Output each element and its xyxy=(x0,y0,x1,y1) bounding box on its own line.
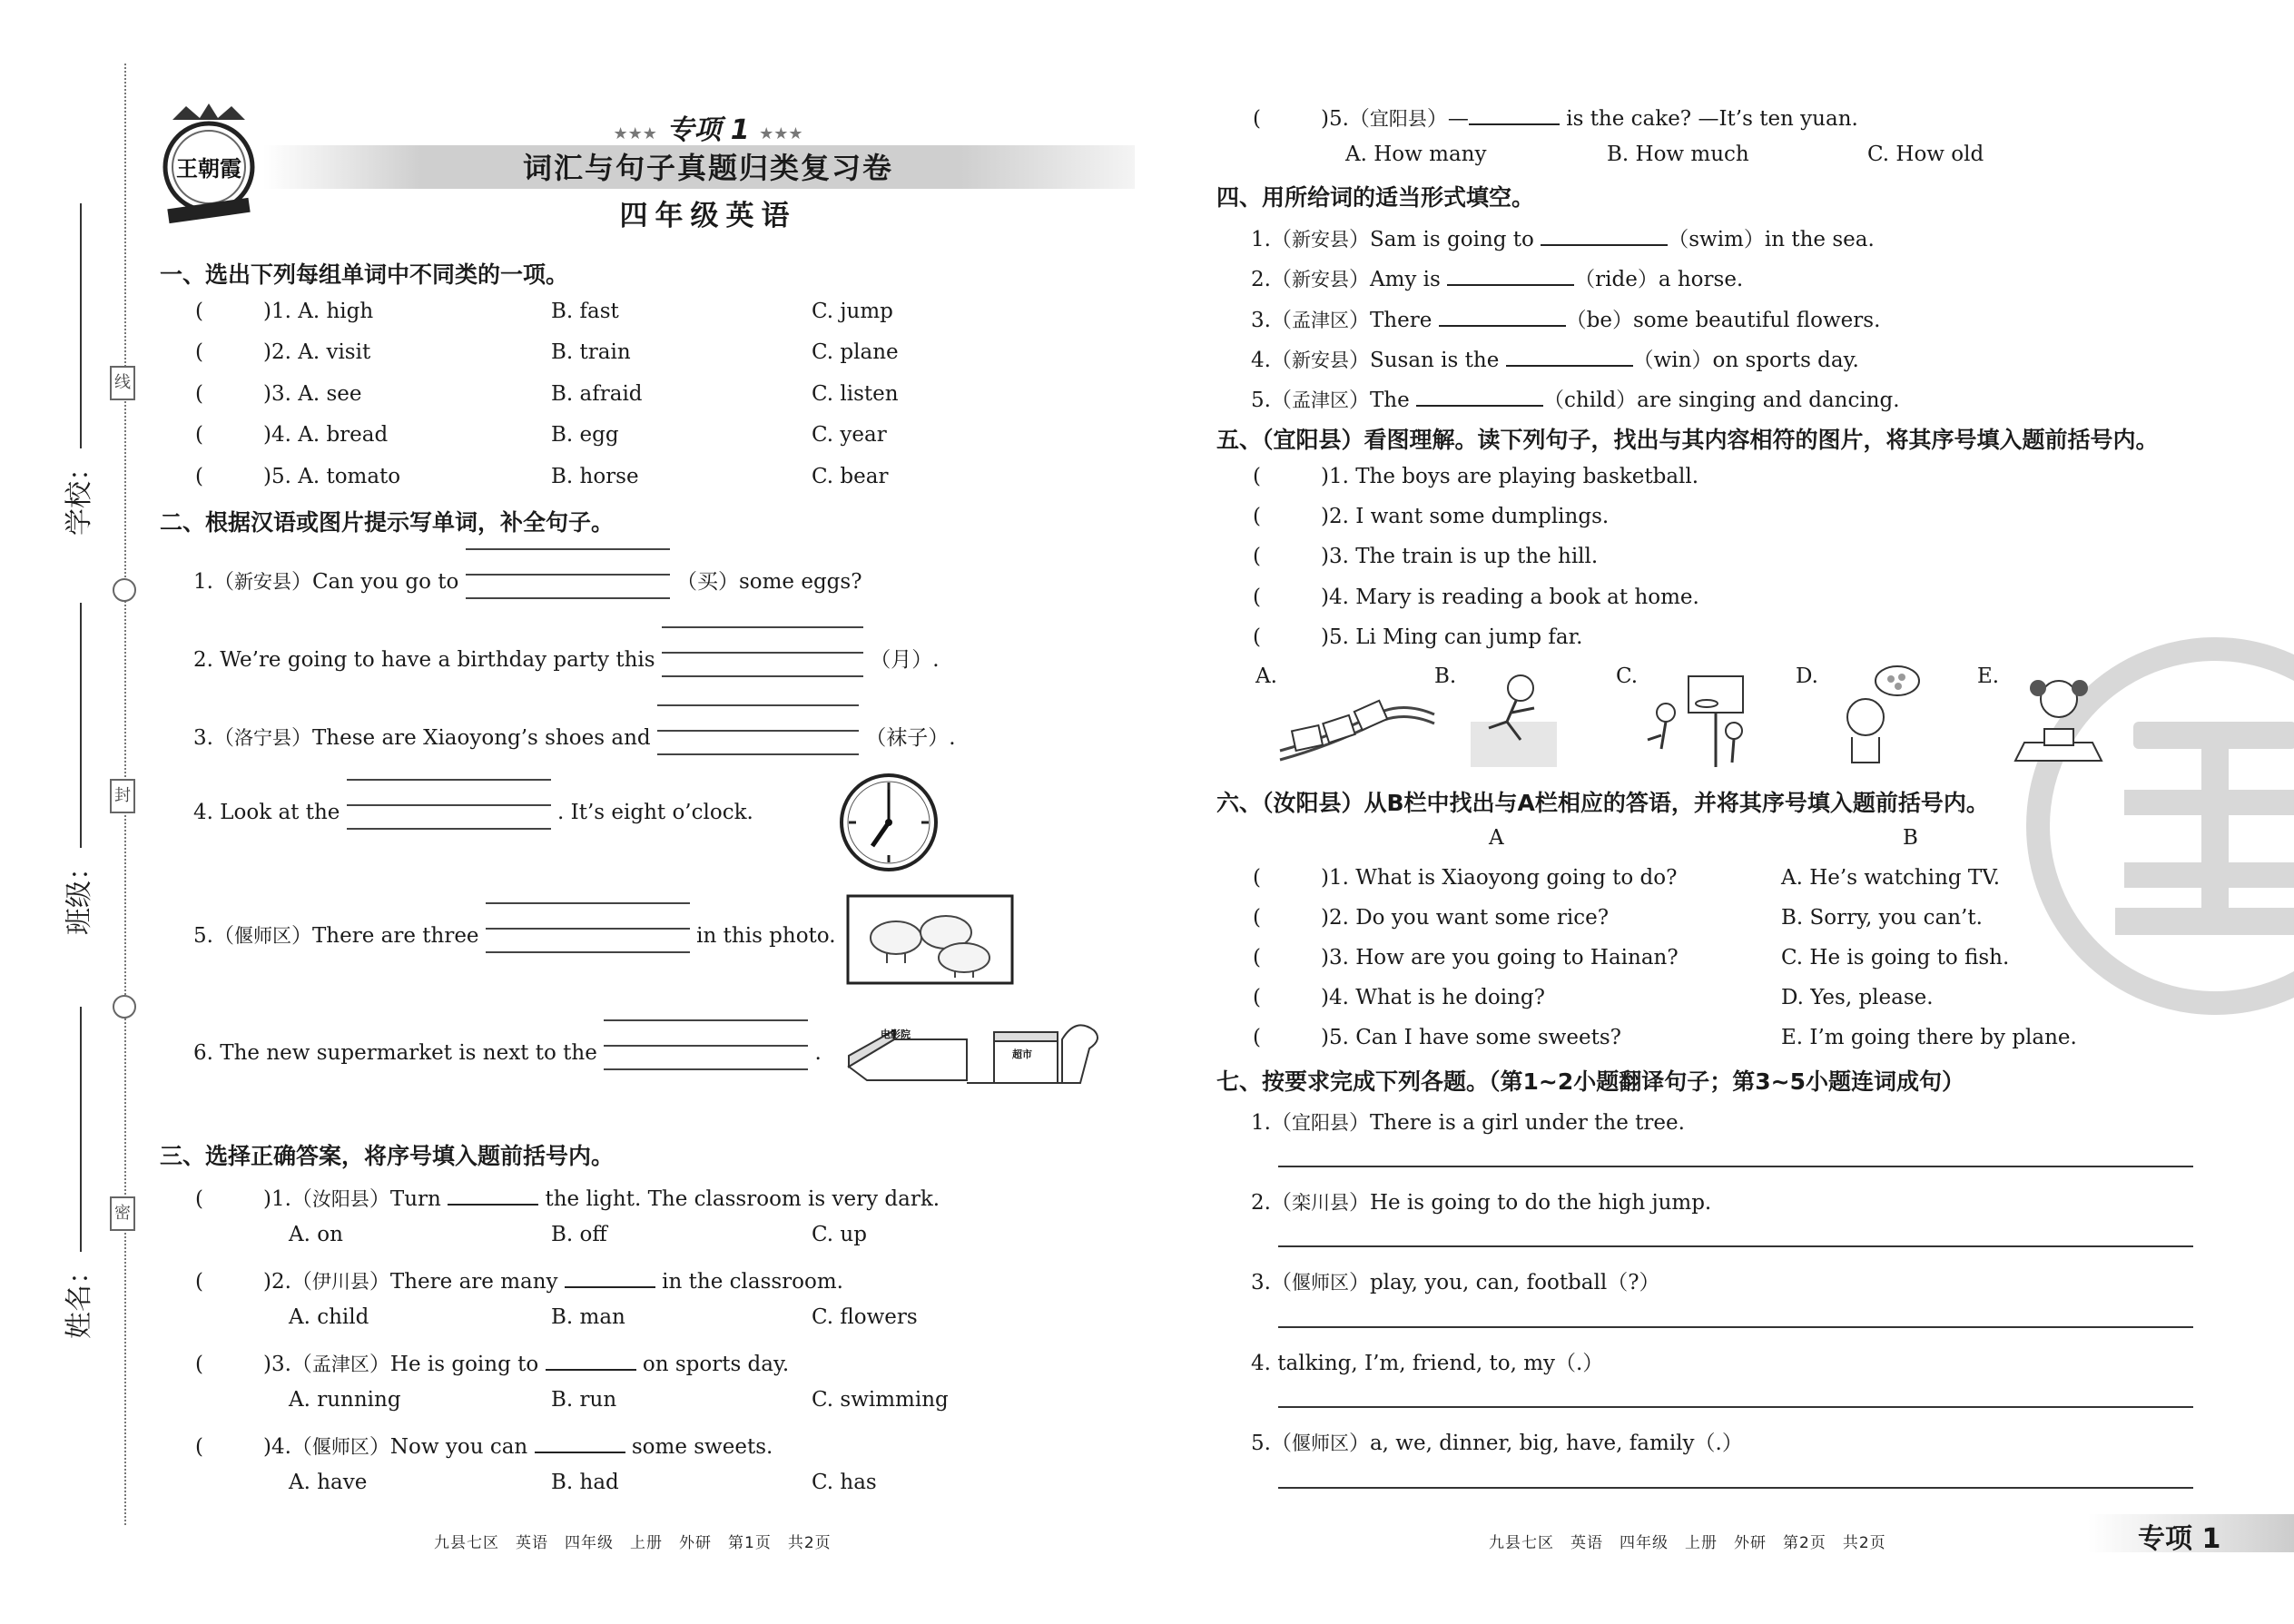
question-2-2: 2. We’re going to have a birthday party this （月）. xyxy=(193,643,940,673)
reading-girl-icon xyxy=(2006,670,2111,768)
list-item: ( )5. A. tomato xyxy=(195,465,401,488)
option-b: B. run xyxy=(551,1388,617,1412)
fill-blank[interactable] xyxy=(546,1369,636,1371)
fill-blank[interactable] xyxy=(535,1452,625,1453)
option-c: C. up xyxy=(812,1223,867,1246)
option-b: B. horse xyxy=(551,465,639,488)
train-picture-icon xyxy=(1275,683,1439,764)
column-a-header: A xyxy=(1489,826,1504,850)
question-2-4: 4. Look at the . It’s eight o’clock. xyxy=(193,799,753,824)
svg-text:电影院: 电影院 xyxy=(881,1029,911,1040)
class-label: 班级： xyxy=(56,603,96,935)
option-c: C. has xyxy=(812,1471,877,1494)
sheep-photo-icon xyxy=(846,894,1014,985)
basketball-picture-icon xyxy=(1634,672,1757,767)
list-item: ( )4. A. bread xyxy=(195,423,389,447)
option-b: B. afraid xyxy=(551,382,643,406)
column-b-header: B xyxy=(1903,826,1918,850)
option-c: C. listen xyxy=(812,382,899,406)
option-b: B. man xyxy=(551,1305,625,1329)
writing-lines[interactable] xyxy=(466,568,670,588)
option-c: C. year xyxy=(812,423,887,447)
question-3-2: ( )2.（伊川县）There are many in the classroom. xyxy=(195,1270,843,1294)
binding-margin xyxy=(0,0,136,1624)
option-b: B. train xyxy=(551,340,631,364)
question-7-2: 2.（栾川县）He is going to do the high jump. xyxy=(1251,1191,1712,1215)
list-item: ( )3. The train is up the hill. xyxy=(1253,545,1599,568)
answer-line[interactable] xyxy=(1278,1326,2193,1328)
question-2-1: 1.（新安县）Can you go to （买）some eggs? xyxy=(193,565,862,595)
option-c: C. bear xyxy=(812,465,889,488)
option-a: A. How many xyxy=(1345,143,1487,166)
page-title: 词汇与句子真题归类复习卷 xyxy=(522,151,893,185)
fill-blank[interactable] xyxy=(1439,325,1566,327)
question-3-3: ( )3.（孟津区）He is going to on sports day. xyxy=(195,1353,790,1376)
question-2-6: 6. The new supermarket is next to the . xyxy=(193,1039,822,1065)
option-b: B. egg xyxy=(551,423,619,447)
option-c: C. jump xyxy=(812,300,893,323)
fill-blank[interactable] xyxy=(1447,284,1574,286)
fill-blank[interactable] xyxy=(1469,123,1560,125)
brand-logo-icon xyxy=(154,102,263,229)
special-label: ★★★ 专项 1 ★★★ xyxy=(613,114,803,146)
list-item: ( )5. Can I have some sweets? xyxy=(1253,1026,1621,1049)
question-4-4: 4.（新安县）Susan is the （win）on sports day. xyxy=(1251,349,1859,372)
option-a: A. on xyxy=(289,1223,343,1246)
section-5-title: 五、（宜阳县）看图理解。读下列句子，找出与其内容相符的图片，将其序号填入题前括号内。 xyxy=(1216,427,2159,453)
picture-label-d: D. xyxy=(1796,664,1818,688)
writing-lines[interactable] xyxy=(662,646,863,666)
picture-label-c: C. xyxy=(1616,664,1639,688)
school-field[interactable] xyxy=(80,203,82,448)
writing-lines[interactable] xyxy=(657,724,859,744)
question-7-4: 4. talking, I’m, friend, to, my（.） xyxy=(1251,1352,1604,1375)
name-label: 姓名： xyxy=(56,1007,96,1339)
page-footer-left: 九县七区 英语 四年级 上册 外研 第1页 共2页 xyxy=(434,1534,832,1552)
list-item: ( )2. A. visit xyxy=(195,340,371,364)
fill-blank[interactable] xyxy=(1416,405,1543,407)
writing-lines[interactable] xyxy=(486,922,690,942)
question-3-1: ( )1.（汝阳县）Turn the light. The classroom is very dark. xyxy=(195,1187,940,1211)
fill-blank[interactable] xyxy=(1541,244,1668,246)
seal-feng: 封 xyxy=(110,779,135,813)
option-c: C. How old xyxy=(1867,143,1984,166)
footer-tag: 专项 1 xyxy=(2138,1523,2221,1555)
option-b: B. fast xyxy=(551,300,619,323)
option-c: C. plane xyxy=(812,340,899,364)
clock-icon xyxy=(838,772,940,873)
option-c: C. swimming xyxy=(812,1388,949,1412)
school-label: 学校： xyxy=(56,203,96,536)
option-b: B. How much xyxy=(1607,143,1749,166)
answer-line[interactable] xyxy=(1278,1245,2193,1247)
option-c: C. flowers xyxy=(812,1305,918,1329)
option-a: A. child xyxy=(289,1305,369,1329)
question-7-5: 5.（偃师区）a, we, dinner, big, have, family（.） xyxy=(1251,1432,1743,1455)
section-4-title: 四、用所给词的适当形式填空。 xyxy=(1216,184,1535,211)
fill-blank[interactable] xyxy=(448,1204,538,1206)
seal-circle-icon xyxy=(113,995,136,1019)
question-4-5: 5.（孟津区）The （child）are singing and dancing. xyxy=(1251,389,1900,412)
section-1-title: 一、选出下列每组单词中不同类的一项。 xyxy=(160,261,569,288)
class-field[interactable] xyxy=(80,603,82,848)
jumping-boy-icon xyxy=(1471,672,1557,767)
question-4-2: 2.（新安县）Amy is （ride）a horse. xyxy=(1251,268,1744,291)
answer-line[interactable] xyxy=(1278,1487,2193,1489)
cinema-supermarket-icon xyxy=(840,1003,1103,1094)
option-b: B. had xyxy=(551,1471,619,1494)
answer-line[interactable] xyxy=(1278,1166,2193,1167)
list-item: ( )1. The boys are playing basketball. xyxy=(1253,465,1699,488)
writing-lines[interactable] xyxy=(604,1039,808,1059)
question-2-5: 5.（偃师区）There are three in this photo. xyxy=(193,919,836,949)
section-6-title: 六、（汝阳县）从B栏中找出与A栏相应的答语，并将其序号填入题前括号内。 xyxy=(1216,790,1989,816)
svg-text:超市: 超市 xyxy=(1012,1048,1032,1060)
list-item: ( )2. Do you want some rice? xyxy=(1253,906,1610,930)
seal-circle-icon xyxy=(113,578,136,602)
list-item: ( )2. I want some dumplings. xyxy=(1253,505,1610,528)
list-item: ( )5. Li Ming can jump far. xyxy=(1253,625,1583,649)
fill-blank[interactable] xyxy=(1506,365,1633,367)
question-7-1: 1.（宜阳县）There is a girl under the tree. xyxy=(1251,1111,1685,1135)
svg-text:王朝霞: 王朝霞 xyxy=(176,156,241,182)
question-3-4: ( )4.（偃师区）Now you can some sweets. xyxy=(195,1435,773,1459)
page-subtitle: 四年级英语 xyxy=(619,200,797,232)
answer-line[interactable] xyxy=(1278,1406,2193,1408)
list-item: ( )3. A. see xyxy=(195,382,362,406)
section-3-title: 三、选择正确答案，将序号填入题前括号内。 xyxy=(160,1143,615,1169)
option-b: B. off xyxy=(551,1223,607,1246)
list-item: ( )4. What is he doing? xyxy=(1253,986,1545,1009)
list-item: ( )3. How are you going to Hainan? xyxy=(1253,946,1679,969)
page-footer-right: 九县七区 英语 四年级 上册 外研 第2页 共2页 xyxy=(1489,1534,1886,1552)
seal-xian: 线 xyxy=(110,366,135,400)
option-a: A. running xyxy=(289,1388,401,1412)
question-7-3: 3.（偃师区）play, you, can, football（?） xyxy=(1251,1271,1660,1294)
section-7-title: 七、按要求完成下列各题。（第1~2小题翻译句子；第3~5小题连词成句） xyxy=(1216,1068,1964,1095)
option-a: A. have xyxy=(289,1471,368,1494)
fill-blank[interactable] xyxy=(565,1286,655,1288)
list-item: ( )4. Mary is reading a book at home. xyxy=(1253,586,1699,609)
picture-label-b: B. xyxy=(1434,664,1457,688)
dumplings-picture-icon xyxy=(1829,663,1925,767)
question-3-5: ( )5.（宜阳县）— is the cake? —It’s ten yuan. xyxy=(1253,107,1858,131)
picture-label-a: A. xyxy=(1255,664,1277,688)
answer-option: C. He is going to fish. xyxy=(1781,946,2010,969)
list-item: ( )1. A. high xyxy=(195,300,374,323)
seal-mi: 密 xyxy=(110,1196,135,1231)
list-item: ( )1. What is Xiaoyong going to do? xyxy=(1253,866,1678,890)
answer-option: D. Yes, please. xyxy=(1781,986,1934,1009)
name-field[interactable] xyxy=(80,1007,82,1252)
answer-option: A. He’s watching TV. xyxy=(1781,866,2001,890)
writing-lines[interactable] xyxy=(347,799,551,819)
answer-option: E. I’m going there by plane. xyxy=(1781,1026,2077,1049)
answer-option: B. Sorry, you can’t. xyxy=(1781,906,1983,930)
question-4-3: 3.（孟津区）There （be）some beautiful flowers. xyxy=(1251,309,1881,332)
question-4-1: 1.（新安县）Sam is going to （swim）in the sea. xyxy=(1251,228,1875,251)
picture-label-e: E. xyxy=(1977,664,2000,688)
question-2-3: 3.（洛宁县）These are Xiaoyong’s shoes and （袜子）. xyxy=(193,721,956,751)
section-2-title: 二、根据汉语或图片提示写单词，补全句子。 xyxy=(160,509,615,536)
